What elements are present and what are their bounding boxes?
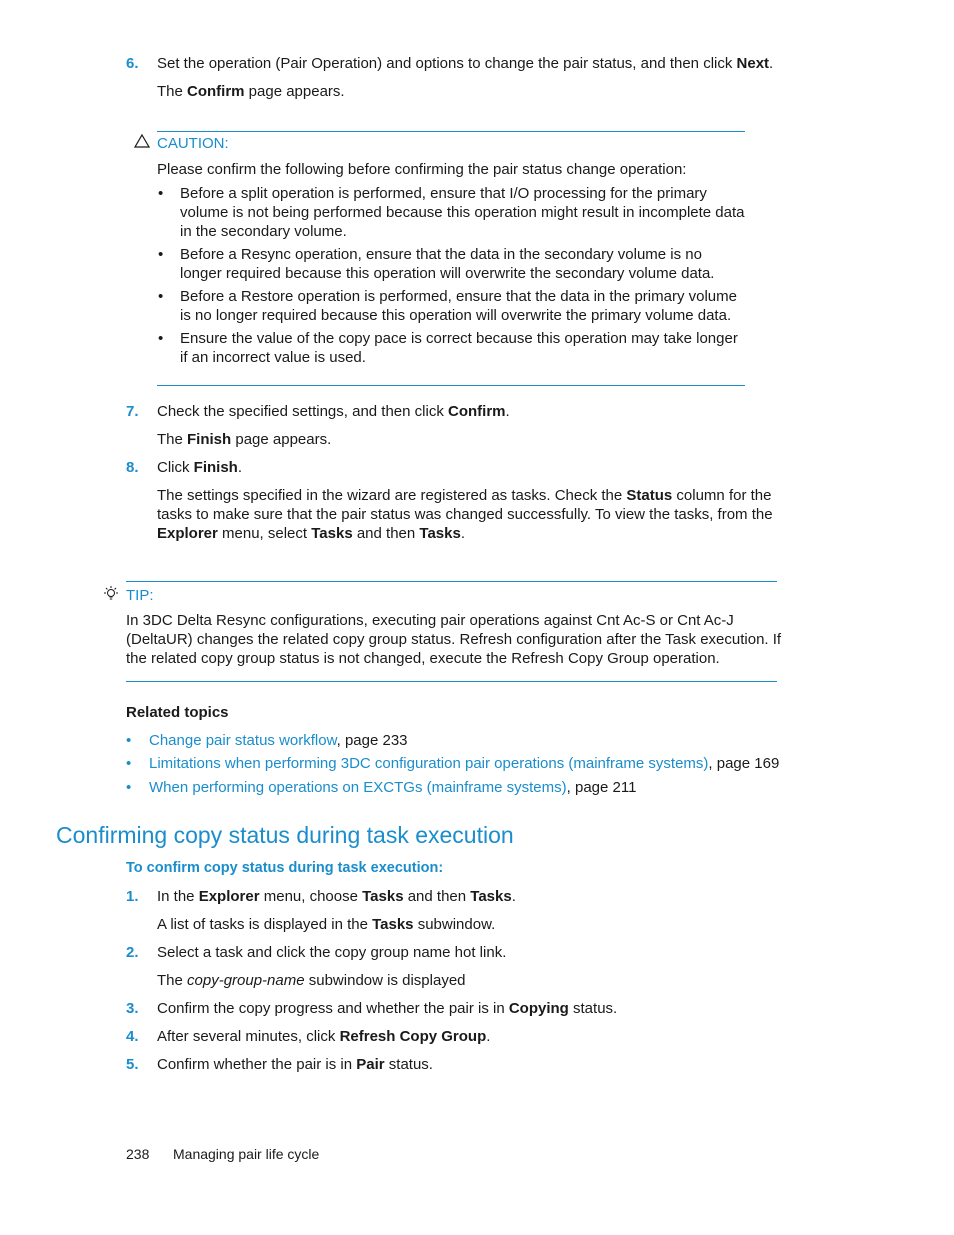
t-bold: Explorer — [198, 888, 260, 905]
caution-top-rule — [157, 131, 745, 132]
result-bold: Confirm — [187, 83, 245, 100]
procedure-heading: To confirm copy status during task execution: — [126, 860, 444, 876]
bullet: • — [126, 732, 132, 749]
caution-item: Ensure the value of the copy pace is correct because this operation may take longer if an incorrect value is used. — [180, 330, 738, 366]
caution-bullet: • — [158, 330, 164, 347]
step-text-pre: Set the operation (Pair Operation) and options to change the pair status, and then click — [157, 55, 737, 72]
result-bold: Finish — [187, 431, 232, 448]
step-text-pre: Click — [157, 459, 194, 476]
bullet: • — [126, 779, 132, 796]
t: Confirm the copy progress and whether the pair is in — [157, 1000, 509, 1017]
caution-bullet: • — [158, 185, 164, 202]
t: Confirm whether the pair is in — [157, 1056, 357, 1073]
related-page: , page 169 — [708, 755, 780, 772]
t: In the — [157, 888, 199, 905]
caution-bullet: • — [158, 288, 164, 305]
t: status. — [384, 1056, 433, 1073]
step-text-bold: Finish — [193, 459, 238, 476]
caution-item: Before a Restore operation is performed, ensure that the data in the primary volume is no longer required because this operation will overwrite the primary volume data. — [180, 288, 737, 324]
step-number: 6. — [126, 55, 139, 72]
t: subwindow. — [413, 916, 496, 933]
t: subwindow is displayed — [304, 972, 466, 989]
step-text-bold: Next — [736, 55, 770, 72]
page-number: 238 — [126, 1146, 150, 1162]
step-text-bold: Confirm — [448, 403, 506, 420]
related-topics-heading: Related topics — [126, 704, 229, 721]
step-text — [157, 887, 516, 906]
lightbulb-icon — [102, 585, 120, 603]
result-text: . — [460, 525, 465, 542]
step-7-result — [157, 430, 331, 449]
t-bold: Tasks — [362, 888, 404, 905]
related-item-text — [149, 754, 779, 773]
result-text: and then — [352, 525, 420, 542]
caution-item: Before a Resync operation, ensure that the data in the secondary volume is no longer required because this operation will overwrite the secondary volume data. — [180, 246, 715, 282]
tip-bottom-rule — [126, 681, 777, 682]
step-number: 7. — [126, 403, 139, 420]
t-bold: Pair — [356, 1056, 385, 1073]
related-item-text — [149, 778, 636, 797]
t-bold: Refresh Copy Group — [339, 1028, 487, 1045]
related-link[interactable]: Change pair status workflow — [149, 732, 337, 749]
result-bold: Status — [626, 487, 673, 504]
t: After several minutes, click — [157, 1028, 340, 1045]
tip-text: In 3DC Delta Resync configurations, executing pair operations against Cnt Ac-S or Cnt Ac-J (DeltaUR) changes the related copy group status. Refresh configuration after the Task execution. If the related copy group status is not changed, execute the Refresh Copy Group operation. — [126, 612, 782, 667]
related-page: , page 233 — [336, 732, 408, 749]
related-page: , page 211 — [566, 779, 637, 796]
result-post: page appears. — [244, 83, 345, 100]
step-number: 1. — [126, 888, 139, 905]
step-number: 8. — [126, 459, 139, 476]
chapter-title: Managing pair life cycle — [173, 1146, 320, 1162]
step-text — [157, 458, 242, 477]
section-step-1-result — [157, 915, 495, 934]
result-bold: Tasks — [419, 525, 461, 542]
related-link[interactable]: Limitations when performing 3DC configuration pair operations (mainframe systems) — [149, 755, 709, 772]
result-text: The settings specified in the wizard are registered as tasks. Check the — [157, 487, 627, 504]
step-text — [157, 999, 617, 1018]
t: and then — [403, 888, 471, 905]
step-text: Select a task and click the copy group name hot link. — [157, 944, 507, 961]
t-bold: Tasks — [372, 916, 414, 933]
result-text: menu, select — [217, 525, 312, 542]
caution-item: Before a split operation is performed, ensure that I/O processing for the primary volume is not being performed because this operation might result in incomplete data in the secondary volume. — [180, 185, 745, 240]
warning-triangle-icon — [134, 133, 150, 149]
related-link[interactable]: When performing operations on EXCTGs (mainframe systems) — [149, 779, 567, 796]
step-text-post: . — [769, 55, 774, 72]
result-post: page appears. — [231, 431, 332, 448]
result-text: column for the tasks to make sure that the pair status was changed successfully. To view the tasks, from the — [157, 487, 773, 523]
t-bold: Tasks — [470, 888, 512, 905]
t: . — [511, 888, 516, 905]
result-bold: Explorer — [157, 525, 218, 542]
t-bold: Copying — [508, 1000, 569, 1017]
tip-label: TIP: — [126, 587, 154, 604]
t: status. — [568, 1000, 618, 1017]
step-8-result — [157, 486, 807, 543]
step-text-post: . — [505, 403, 510, 420]
t-italic: copy-group-name — [187, 972, 305, 989]
step-text — [157, 402, 510, 421]
step-6-result — [157, 82, 345, 101]
caution-bottom-rule — [157, 385, 745, 386]
step-text — [157, 1055, 433, 1074]
t: . — [486, 1028, 491, 1045]
bullet: • — [126, 755, 132, 772]
step-number: 5. — [126, 1056, 139, 1073]
step-number: 2. — [126, 944, 139, 961]
t: The — [157, 972, 188, 989]
related-item-text — [149, 731, 408, 750]
caution-bullet: • — [158, 246, 164, 263]
tip-top-rule — [126, 581, 777, 582]
result-bold: Tasks — [311, 525, 353, 542]
result-pre: The — [157, 83, 188, 100]
step-text-pre: Check the specified settings, and then click — [157, 403, 448, 420]
section-step-2-result — [157, 971, 466, 990]
step-number: 3. — [126, 1000, 139, 1017]
t: A list of tasks is displayed in the — [157, 916, 373, 933]
step-text-post: . — [237, 459, 243, 476]
section-heading: Confirming copy status during task execution — [56, 822, 514, 848]
t: menu, choose — [259, 888, 363, 905]
caution-intro: Please confirm the following before confirming the pair status change operation: — [157, 161, 687, 178]
step-number: 4. — [126, 1028, 139, 1045]
caution-label: CAUTION: — [157, 135, 229, 152]
step-text — [157, 1027, 490, 1046]
step-text — [157, 54, 773, 73]
result-pre: The — [157, 431, 188, 448]
